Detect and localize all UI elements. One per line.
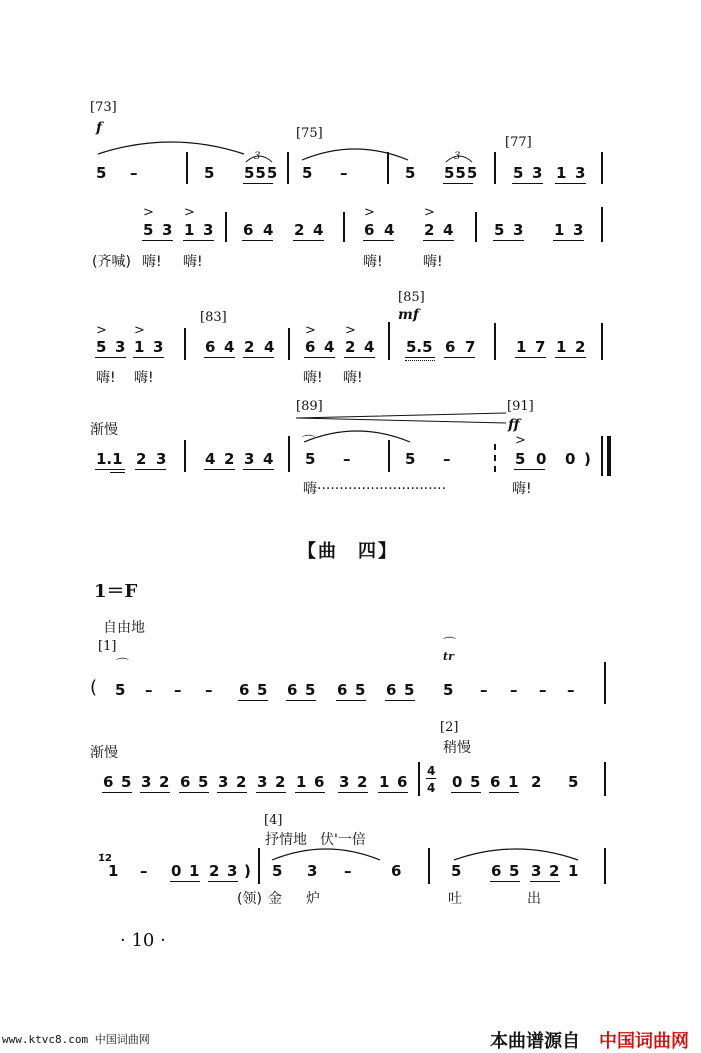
- accent: >: [515, 433, 526, 448]
- lyric: 出: [527, 891, 541, 907]
- decrescendo-hairpin: [296, 412, 508, 424]
- rehearsal-mark-85: [85]: [398, 290, 425, 305]
- underline: [515, 357, 546, 358]
- note: 3: [141, 773, 152, 791]
- fermata-icon: ⌒: [443, 637, 457, 652]
- note: 7: [465, 338, 476, 356]
- note: 1: [516, 338, 527, 356]
- grace-note: 1̇2: [98, 853, 112, 864]
- note: 6: [490, 773, 501, 791]
- note: 6: [337, 681, 348, 699]
- open-paren: (: [90, 677, 98, 698]
- note: 6: [445, 338, 456, 356]
- lyric: 嗨!: [303, 370, 323, 386]
- dynamic-forte: f: [96, 120, 103, 136]
- dash: –: [344, 862, 352, 880]
- underline: [183, 240, 214, 241]
- underline: [451, 792, 481, 793]
- note: 2: [294, 221, 305, 239]
- underline: [242, 240, 273, 241]
- barline: [604, 662, 606, 704]
- note: 1: [184, 221, 195, 239]
- note: 2: [209, 862, 220, 880]
- note: 2: [357, 773, 368, 791]
- dash: –: [174, 681, 182, 699]
- note: 4: [324, 338, 335, 356]
- note: 1: [379, 773, 390, 791]
- lyric: 嗨!: [134, 370, 154, 386]
- rehearsal-mark-4: [4]: [264, 813, 283, 828]
- note: 3: [307, 862, 318, 880]
- underline: [378, 792, 408, 793]
- barline: [388, 322, 390, 360]
- note-dotted: 5.5: [406, 338, 433, 356]
- tempo-shuqing: 抒情地: [265, 832, 307, 848]
- time-signature-bottom: 4: [427, 781, 436, 795]
- note: 4: [313, 221, 324, 239]
- note: 5: [355, 681, 366, 699]
- lyric: 炉: [306, 891, 320, 907]
- lyric: 嗨!: [183, 254, 203, 270]
- note: 3: [162, 221, 173, 239]
- underline: [208, 881, 238, 882]
- note-group: 555: [444, 164, 479, 182]
- note: 5: [96, 164, 107, 182]
- note: 3: [513, 221, 524, 239]
- dash: –: [510, 681, 518, 699]
- barline: [601, 323, 603, 360]
- note: 2: [575, 338, 586, 356]
- close-paren: ): [244, 862, 251, 880]
- slur-arc: [300, 142, 410, 162]
- barline: [601, 152, 603, 184]
- underline: [238, 700, 268, 701]
- underline: [286, 700, 316, 701]
- dynamic-mezzo-forte: mf: [398, 307, 419, 323]
- underline: [405, 357, 435, 358]
- accent: >: [305, 323, 316, 338]
- underline: [363, 240, 394, 241]
- barline: [604, 848, 606, 884]
- note: 4: [263, 221, 274, 239]
- barline: [387, 152, 389, 184]
- note: 5: [443, 681, 454, 699]
- note: 1: [508, 773, 519, 791]
- rehearsal-mark-89: [89]: [296, 399, 323, 414]
- underline: [243, 357, 274, 358]
- note: 0: [536, 450, 547, 468]
- note: 1: [189, 862, 200, 880]
- note: 3: [244, 450, 255, 468]
- underline-dotted: [405, 360, 435, 362]
- note-dotted: 1.1: [96, 450, 123, 468]
- underline: [489, 792, 519, 793]
- barline: [494, 152, 496, 184]
- lyric: 嗨!: [343, 370, 363, 386]
- note: 6: [391, 862, 402, 880]
- slur-arc: [302, 424, 412, 444]
- note: 5: [302, 164, 313, 182]
- note: 4: [364, 338, 375, 356]
- note: 6: [103, 773, 114, 791]
- barline: [186, 152, 188, 184]
- dash: –: [443, 450, 451, 468]
- lyric-qihan: (齐喊): [92, 254, 131, 270]
- note: 3: [156, 450, 167, 468]
- note: 5: [305, 450, 316, 468]
- note: 7: [535, 338, 546, 356]
- accent: >: [96, 323, 107, 338]
- underline: [344, 357, 375, 358]
- note: 3: [575, 164, 586, 182]
- barline: [604, 762, 606, 796]
- note: 5: [272, 862, 283, 880]
- barline: [184, 440, 186, 472]
- barline: [287, 152, 289, 184]
- note: 4: [384, 221, 395, 239]
- accent: >: [143, 205, 154, 220]
- note: 6: [364, 221, 375, 239]
- underline: [140, 792, 170, 793]
- accent: >: [345, 323, 356, 338]
- tempo-jianman: 渐慢: [90, 745, 118, 761]
- slur-arc: [270, 842, 382, 862]
- accent: >: [134, 323, 145, 338]
- note: 2: [345, 338, 356, 356]
- note: 5: [143, 221, 154, 239]
- note: 4: [224, 338, 235, 356]
- rest: 0: [452, 773, 463, 791]
- note: 6: [314, 773, 325, 791]
- underline: [142, 240, 173, 241]
- barline: [428, 848, 430, 884]
- note: 2: [275, 773, 286, 791]
- note: 3: [531, 862, 542, 880]
- barline: [388, 440, 390, 472]
- barline-dashed: [494, 444, 497, 472]
- underline: [293, 240, 324, 241]
- lyric: 嗨!: [423, 254, 443, 270]
- dash: –: [567, 681, 575, 699]
- underline: [423, 240, 454, 241]
- note: 4: [264, 338, 275, 356]
- fermata-icon: ⌒: [302, 435, 316, 450]
- underline: [530, 881, 560, 882]
- accent: >: [424, 205, 435, 220]
- accent: >: [364, 205, 375, 220]
- section-title: 【曲 四】: [298, 541, 398, 562]
- note: 5: [515, 450, 526, 468]
- underline: [95, 469, 125, 470]
- note: 2: [531, 773, 542, 791]
- underline: [336, 700, 366, 701]
- note: 6: [386, 681, 397, 699]
- page-number: · 10 ·: [120, 930, 166, 951]
- note: 5: [115, 681, 126, 699]
- underline: [512, 183, 543, 184]
- rehearsal-mark-1: [1]: [98, 639, 117, 654]
- note: 1: [554, 221, 565, 239]
- note: 6: [239, 681, 250, 699]
- note: 3: [218, 773, 229, 791]
- note: 1: [556, 338, 567, 356]
- note: 1: [134, 338, 145, 356]
- barline: [418, 762, 420, 796]
- underline: [256, 792, 286, 793]
- note: 4: [443, 221, 454, 239]
- note: 5: [494, 221, 505, 239]
- rehearsal-mark-91: [91]: [507, 399, 534, 414]
- dash: –: [145, 681, 153, 699]
- note: 6: [243, 221, 254, 239]
- note: 2: [159, 773, 170, 791]
- final-barline-thin: [601, 436, 603, 476]
- footer-source-label: 本曲谱源自: [490, 1031, 580, 1052]
- underline: [102, 792, 132, 793]
- time-signature-line: [426, 778, 436, 779]
- underline: [514, 469, 545, 470]
- underline: [295, 792, 325, 793]
- underline: [385, 700, 415, 701]
- note: 3: [339, 773, 350, 791]
- tempo-shaoman: 稍慢: [443, 740, 471, 756]
- underline: [243, 183, 273, 184]
- note: 5: [121, 773, 132, 791]
- slur-arc: [452, 842, 580, 862]
- note: 3: [573, 221, 584, 239]
- underline: [133, 357, 164, 358]
- note: 2: [236, 773, 247, 791]
- note: 6: [205, 338, 216, 356]
- note: 2: [224, 450, 235, 468]
- slur-arc: [96, 134, 246, 156]
- rehearsal-mark-2: [2]: [440, 720, 459, 735]
- note: 5: [198, 773, 209, 791]
- underline: [243, 469, 274, 470]
- fermata-icon: ⌒: [116, 658, 130, 673]
- dash: –: [480, 681, 488, 699]
- lyric: 嗨!: [512, 481, 532, 497]
- rehearsal-mark-83: [83]: [200, 310, 227, 325]
- note: 5: [204, 164, 215, 182]
- dynamic-fortissimo: ff: [508, 417, 520, 433]
- barline: [288, 436, 290, 472]
- note: 4: [263, 450, 274, 468]
- footer-site-logo: 中国词曲网: [599, 1031, 689, 1052]
- trill-mark: tr: [443, 650, 454, 663]
- note: 3: [203, 221, 214, 239]
- dash: –: [140, 862, 148, 880]
- lyric: 嗨!: [142, 254, 162, 270]
- note: 2: [136, 450, 147, 468]
- note: 5: [513, 164, 524, 182]
- note: 5: [404, 681, 415, 699]
- note: 1: [556, 164, 567, 182]
- underline: [443, 183, 473, 184]
- triplet-number: 3: [454, 151, 461, 162]
- tempo-fu-yibei: 伏'一倍: [320, 832, 366, 848]
- note: 4: [205, 450, 216, 468]
- key-signature: 1＝F: [94, 581, 138, 602]
- lyric: 吐: [448, 891, 462, 907]
- rest: 0: [565, 450, 576, 468]
- rehearsal-mark-73: [73]: [90, 100, 117, 115]
- note: 6: [397, 773, 408, 791]
- note: 5: [568, 773, 579, 791]
- barline: [494, 323, 496, 360]
- underline: [179, 792, 209, 793]
- dash: –: [340, 164, 348, 182]
- note: 1: [568, 862, 579, 880]
- barline: [184, 328, 186, 360]
- dash: –: [539, 681, 547, 699]
- rehearsal-mark-75: [75]: [296, 126, 323, 141]
- underline: [135, 469, 166, 470]
- lyric-hai-sustain: 嗨·····························: [303, 481, 447, 497]
- tempo-ziyoudi: 自由地: [103, 620, 145, 636]
- underline: [444, 357, 475, 358]
- barline: [225, 212, 227, 242]
- note: 1: [296, 773, 307, 791]
- underline: [170, 881, 200, 882]
- note: 5: [451, 862, 462, 880]
- underline: [490, 881, 520, 882]
- final-barline-thick: [607, 436, 611, 476]
- note: 6: [491, 862, 502, 880]
- note: 5: [470, 773, 481, 791]
- footer-url: www.ktvc8.com 中国词曲网: [2, 1033, 150, 1046]
- note: 3: [153, 338, 164, 356]
- dash: –: [343, 450, 351, 468]
- note: 3: [115, 338, 126, 356]
- note-group: 555: [244, 164, 279, 182]
- note: 5: [405, 450, 416, 468]
- note: 5: [305, 681, 316, 699]
- note: 3: [227, 862, 238, 880]
- lyric: 嗨!: [96, 370, 116, 386]
- barline: [258, 848, 260, 884]
- note: 6: [180, 773, 191, 791]
- dash: –: [130, 164, 138, 182]
- underline: [95, 357, 126, 358]
- lyric: 金: [268, 891, 282, 907]
- note: 5: [257, 681, 268, 699]
- rehearsal-mark-77: [77]: [505, 135, 532, 150]
- note: 6: [305, 338, 316, 356]
- barline: [288, 328, 290, 360]
- underline: [555, 183, 586, 184]
- note: 5: [509, 862, 520, 880]
- note: 5: [405, 164, 416, 182]
- time-signature-top: 4: [427, 764, 436, 778]
- underline: [204, 357, 235, 358]
- dash: –: [205, 681, 213, 699]
- underline: [304, 357, 335, 358]
- note: 3: [532, 164, 543, 182]
- underline: [217, 792, 247, 793]
- accent: >: [184, 205, 195, 220]
- underline: [204, 469, 235, 470]
- barline: [475, 212, 477, 242]
- note: 2: [424, 221, 435, 239]
- underline: [338, 792, 368, 793]
- underline: [493, 240, 524, 241]
- lyric-ling: (领): [237, 891, 262, 907]
- underline: [555, 357, 586, 358]
- underline-double: [110, 472, 125, 473]
- close-paren: ): [584, 450, 591, 468]
- note: 2: [244, 338, 255, 356]
- note: 1: [108, 862, 119, 880]
- note: 3: [257, 773, 268, 791]
- note: 5: [96, 338, 107, 356]
- lyric: 嗨!: [363, 254, 383, 270]
- triplet-number: 3: [254, 151, 261, 162]
- barline: [343, 212, 345, 242]
- underline: [553, 240, 584, 241]
- rest: 0: [171, 862, 182, 880]
- tempo-jianman: 渐慢: [90, 422, 118, 438]
- note: 2: [549, 862, 560, 880]
- note: 6: [287, 681, 298, 699]
- barline: [601, 207, 603, 242]
